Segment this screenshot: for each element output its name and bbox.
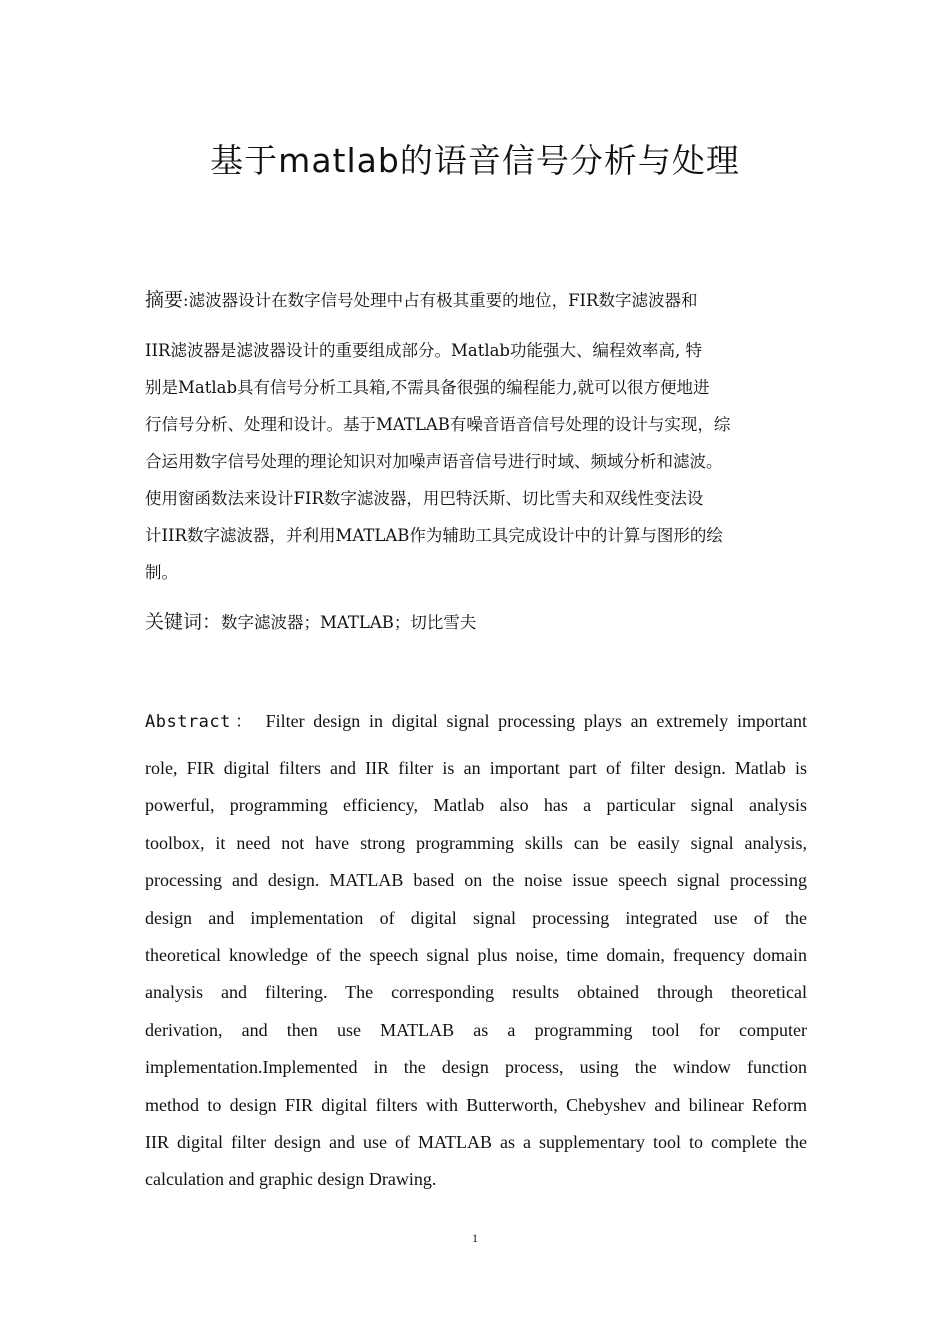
chinese-abstract-label: 摘要 <box>145 289 184 311</box>
chinese-abstract-line: 计IIR数字滤波器，并利用MATLAB作为辅助工具完成设计中的计算与图形的绘 <box>145 526 723 545</box>
english-abstract-line: derivation, and then use MATLAB as a programming tool for computer <box>145 1019 807 1040</box>
english-abstract-line: design and implementation of digital signal processing integrated use of the <box>145 907 807 928</box>
english-abstract-line: calculation and graphic design Drawing. <box>145 1169 437 1190</box>
chinese-abstract-line: 制。 <box>145 563 178 582</box>
english-abstract-line: method to design FIR digital filters with Butterworth, Chebyshev and bilinear Reform <box>145 1094 807 1115</box>
keywords <box>145 604 807 640</box>
chinese-abstract-line: IIR滤波器是滤波器设计的重要组成部分。Matlab功能强大、编程效率高, 特 <box>145 341 702 360</box>
keywords-label: 关键词： <box>145 611 222 633</box>
chinese-abstract-text: :滤波器设计在数字信号处理中占有极其重要的地位，FIR数字滤波器和 <box>183 291 698 310</box>
page-number: 1 <box>472 1231 478 1245</box>
english-abstract-line: powerful, programming efficiency, Matlab also has a particular signal analysis <box>145 795 807 816</box>
english-abstract-line: processing and design. MATLAB based on the noise issue speech signal processing <box>145 870 807 891</box>
english-abstract-line: theoretical knowledge of the speech signal plus noise, time domain, frequency domain <box>145 944 807 965</box>
english-abstract-line: role, FIR digital filters and IIR filter is an important part of filter design. Matlab is <box>145 758 807 778</box>
chinese-abstract-line: 使用窗函数法来设计FIR数字滤波器，用巴特沃斯、切比雪夫和双线性变法设 <box>145 489 704 508</box>
chinese-abstract <box>145 284 807 591</box>
keywords-text: 数字滤波器；MATLAB；切比雪夫 <box>221 613 477 632</box>
english-abstract-line <box>145 703 807 740</box>
english-abstract <box>145 703 807 1199</box>
chinese-abstract-line: 别是Matlab具有信号分析工具箱,不需具备很强的编程能力,就可以很方便地进 <box>145 378 710 397</box>
chinese-abstract-line: 行信号分析、处理和设计。基于MATLAB有噪音语音信号处理的设计与实现，综 <box>145 415 731 434</box>
english-abstract-text: Filter design in digital signal processing plays an extremely important <box>256 711 807 731</box>
document-title: 基于matlab的语音信号分析与处理 <box>210 141 740 180</box>
chinese-abstract-line: 合运用数字信号处理的理论知识对加噪声语音信号进行时域、频域分析和滤波。 <box>145 452 723 471</box>
english-abstract-line: toolbox, it need not have strong programming skills can be easily signal analysis, <box>145 832 807 853</box>
chinese-abstract-line <box>145 284 807 316</box>
english-abstract-line: implementation.Implemented in the design process, using the window function <box>145 1057 807 1078</box>
english-abstract-line: analysis and filtering. The corresponding results obtained through theoretical <box>145 982 807 1003</box>
english-abstract-line: IIR digital filter design and use of MATLAB as a supplementary tool to complete the <box>145 1131 807 1152</box>
english-abstract-label: Abstract： <box>145 712 257 732</box>
